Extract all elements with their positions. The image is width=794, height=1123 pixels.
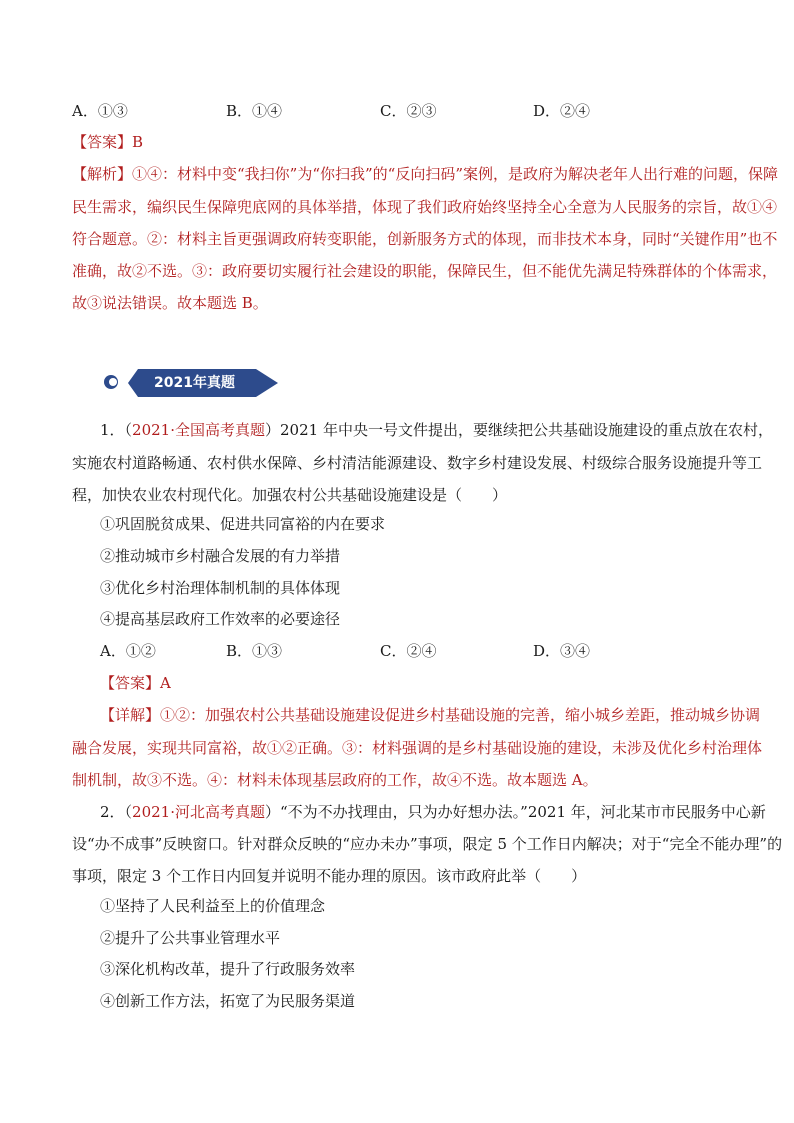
q2-statement-2: ②提升了公共事业管理水平 <box>100 929 281 947</box>
prev-analysis-line-4: 准确，故②不选。③：政府要切实履行社会建设的职能，保障民生，但不能优先满足特殊群体的个体需求， <box>72 262 778 280</box>
q2-statement-1: ①坚持了人民利益至上的价值理念 <box>100 897 326 915</box>
prev-analysis-line-2: 民生需求，编织民生保障兜底网的具体举措，体现了我们政府始终坚持全心全意为人民服务的宗旨，故①④ <box>72 198 778 216</box>
section-banner <box>104 369 284 397</box>
q1-stem-line-2: 实施农村道路畅通、农村供水保障、乡村清洁能源建设、数字乡村建设发展、村级综合服务设施提升等工 <box>72 454 763 472</box>
prev-analysis-line-3: 符合题意。②：材料主旨更强调政府转变职能，创新服务方式的体现，而非技术本身，同时“关键作用”也不 <box>72 230 778 248</box>
q1-option-c: C．②④ <box>380 642 437 660</box>
answer-label: 【答案】 <box>72 133 133 151</box>
q2-stem-line-3: 事项，限定 3 个工作日内回复并说明不能办理的原因。该市政府此举（ ） <box>72 867 587 885</box>
q1-number: 1．（ <box>100 421 133 439</box>
q2-stem-line-2: 设“办不成事”反映窗口。针对群众反映的“应办未办”事项，限定 5 个工作日内解决；对于“完全不能办理”的 <box>72 835 783 853</box>
prev-option-b: B．①④ <box>226 102 283 120</box>
q2-stem-text-1: ）“不为不办找理由，只为办好想办法。”2021 年，河北某市市民服务中心新 <box>265 803 766 821</box>
q2-number: 2．（ <box>100 803 133 821</box>
prev-option-a: A．①③ <box>72 102 128 120</box>
q1-option-a: A．①② <box>100 642 156 660</box>
answer-label: 【答案】 <box>100 674 161 692</box>
banner-bullet-icon <box>104 375 118 389</box>
q1-answer <box>100 673 760 693</box>
prev-option-d: D．②④ <box>533 102 591 120</box>
q1-source: 2021·全国高考真题 <box>132 421 265 439</box>
q2-stem-line-1 <box>100 802 766 822</box>
q1-stem-line-3: 程，加快农业农村现代化。加强农村公共基础设施建设是（ ） <box>72 486 508 504</box>
q2-statement-4: ④创新工作方法，拓宽了为民服务渠道 <box>100 992 356 1010</box>
prev-analysis-line-1: 【解析】①④：材料中变“我扫你”为“你扫我”的“反向扫码”案例，是政府为解决老年人出行难的问题，保障 <box>72 165 779 183</box>
section-banner-title: 2021年真题 <box>154 375 235 391</box>
prev-option-c: C．②③ <box>380 102 437 120</box>
q1-statement-4: ④提高基层政府工作效率的必要途径 <box>100 610 341 628</box>
answer-value: B <box>132 133 144 151</box>
answer-value: A <box>160 674 171 692</box>
q1-statement-2: ②推动城市乡村融合发展的有力举措 <box>100 547 341 565</box>
prev-analysis-line-5: 故③说法错误。故本题选 B。 <box>72 294 268 312</box>
q2-source: 2021·河北高考真题 <box>132 803 265 821</box>
q1-statement-3: ③优化乡村治理体制机制的具体体现 <box>100 579 341 597</box>
q1-detail-line-2: 融合发展，实现共同富裕，故①②正确。③：材料强调的是乡村基础设施的建设，未涉及优化乡村治理体 <box>72 739 763 757</box>
q2-statement-3: ③深化机构改革，提升了行政服务效率 <box>100 960 356 978</box>
q1-stem-line-1 <box>100 420 773 440</box>
q1-option-b: B．①③ <box>226 642 283 660</box>
prev-answer <box>72 132 732 152</box>
q1-statement-1: ①巩固脱贫成果、促进共同富裕的内在要求 <box>100 515 386 533</box>
q1-option-d: D．③④ <box>533 642 591 660</box>
q1-stem-text-1: ）2021 年中央一号文件提出，要继续把公共基础设施建设的重点放在农村， <box>265 421 773 439</box>
q1-detail-line-1: 【详解】①②：加强农村公共基础设施建设促进乡村基础设施的完善，缩小城乡差距，推动城乡协调 <box>100 706 761 724</box>
q1-detail-line-3: 制机制，故③不选。④：材料未体现基层政府的工作，故④不选。故本题选 A。 <box>72 771 598 789</box>
